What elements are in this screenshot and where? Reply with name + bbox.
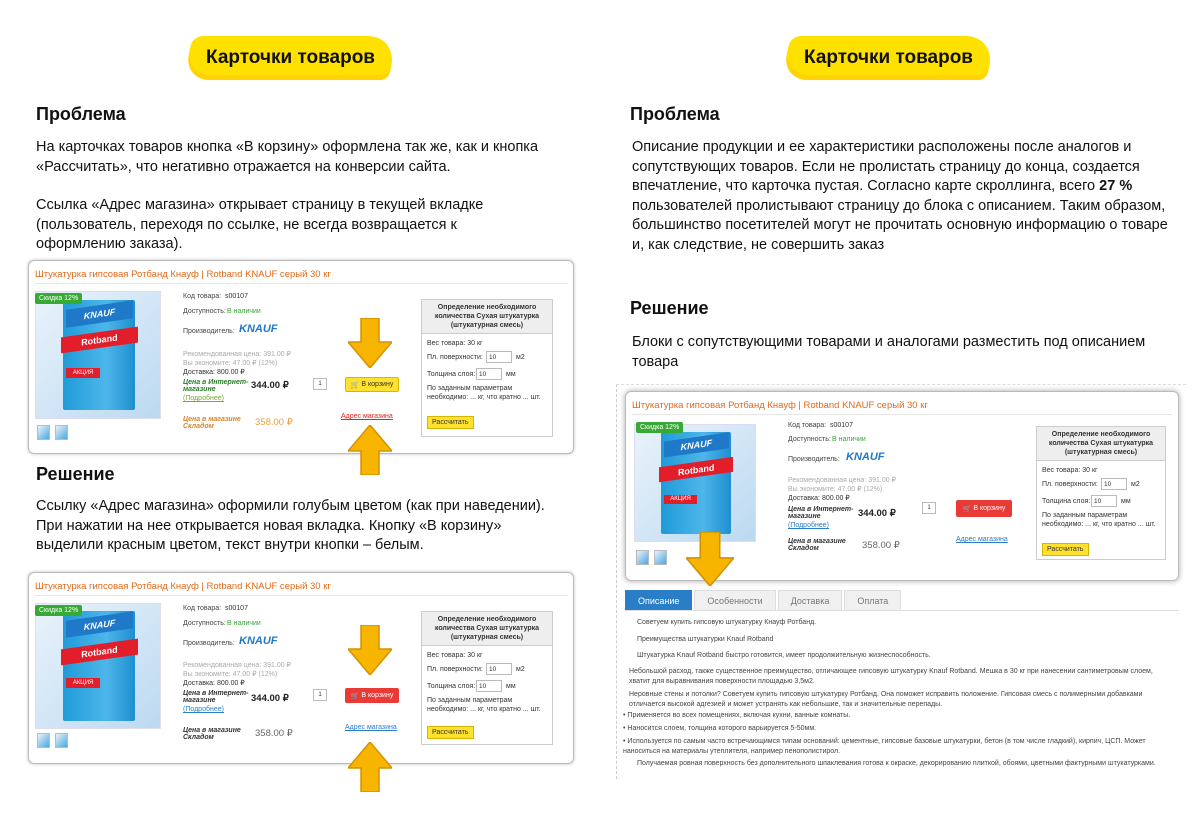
card-title[interactable]: Штукатурка гипсовая Ротбанд Кнауф | Rotband KNAUF серый 30 кг [35, 269, 331, 280]
product-card-before: Штукатурка гипсовая Ротбанд Кнауф | Rotband KNAUF серый 30 кг KNAUF Rotband АКЦИЯ Скидка 12% Код товара: s00107 Доступность: В наличии Производитель: KNAUF Рекомендованная цена: 391.00 ₽ Вы экономите: 47.00 ₽ (12%) Доставка: 800.00 ₽ Цена в Интернет-магазине (Подробнее) 344.00 ₽ 1 🛒 В корзину Цена в магазине Складом 358.00 ₽ Адрес магазина Определение необходимого количества Сухая штукатурка (штукатурная смесь) Вес товара: 30 кг Пл. поверхности: 10 м2 Толщина слоя: 10 мм По заданным параметрам необходимо: ... кг, что кратно ... шт. Рассчитать [28, 260, 574, 454]
right-problem-text: Описание продукции и ее характеристики расположены после аналогов и сопутствующих товаров. Если не пролистать страницу до конца, создается впечатление, что карточка пустая. Согласно карте скроллинга, всего 27 % пользователей пролистывают страницу до блока с описанием. Таким образом, большинство посетителей могут не прочитать основную информацию о товаре и, как следствие, не совершить заказ [632, 139, 1168, 253]
store-address-link[interactable]: Адрес магазина [345, 724, 397, 731]
product-card-right: Штукатурка гипсовая Ротбанд Кнауф | Rotband KNAUF серый 30 кг KNAUF Rotband АКЦИЯ Скидка 12% Код товара: s00107 Доступность: В наличии Производитель: KNAUF Рекомендованная цена: 391.00 ₽ Вы экономите: 47.00 ₽ (12%) Доставка: 800.00 ₽ Цена в Интернет-магазине (Подробнее) 344.00 ₽ 1 🛒 В корзину Цена в магазине Складом 358.00 ₽ Адрес магазина Определение необходимого количества Сухая штукатурка (штукатурная смесь) Вес товара: 30 кг Пл. поверхности: 10 м2 Толщина слоя: 10 мм По заданным параметрам необходимо: ... кг, что кратно ... шт. Рассчитать [625, 391, 1179, 581]
tab-delivery[interactable]: Доставка [778, 590, 843, 611]
card-title[interactable]: Штукатурка гипсовая Ротбанд Кнауф | Rotband KNAUF серый 30 кг [35, 581, 331, 592]
tab-description[interactable]: Описание [625, 590, 692, 611]
online-price: 344.00 ₽ [858, 508, 896, 519]
maker-logo[interactable]: KNAUF [239, 323, 278, 335]
calculate-button[interactable]: Рассчитать [427, 416, 474, 429]
cart-icon: 🛒 [350, 381, 360, 389]
description-bullet: • Используется по самым часто встречающимся типам оснований: цементные, гипсовые базовые штукатурки, бетон (в том числе гладкий), кирпич, ЦСП. Может наноситься на материалы утеплителя, например пенополистирол. [623, 738, 1146, 755]
discount-badge: Скидка 12% [35, 605, 82, 616]
area-input[interactable]: 10 [486, 351, 512, 363]
right-banner [786, 36, 991, 80]
description-bullet: • Применяется во всех помещениях, включая кухни, ванные комнаты. [623, 712, 851, 719]
discount-badge: Скидка 12% [35, 293, 82, 304]
description-line: Небольшой расход, также существенное преимущество, отличающее гипсовую штукатурку Knauf Rotband. Мешка в 30 кг при нанесении сантиметровым слоем, хватит для выравнивания поверхности площадью 3,5м2. [629, 668, 1153, 685]
online-price: 344.00 ₽ [251, 693, 289, 704]
quantity-calculator: Определение необходимого количества Сухая штукатурка (штукатурная смесь) Вес товара: 30 кг Пл. поверхности: 10 м2 Толщина слоя: 10 мм По заданным параметрам необходимо: ... кг, что кратно ... шт. Рассчитать [1036, 426, 1166, 560]
quantity-input[interactable]: 1 [313, 689, 327, 701]
product-image[interactable]: KNAUF Rotband АКЦИЯ [634, 424, 756, 542]
thickness-input[interactable]: 10 [476, 680, 502, 692]
quantity-calculator: Определение необходимого количества Сухая штукатурка (штукатурная смесь) Вес товара: 30 кг Пл. поверхности: 10 м2 Толщина слоя: 10 мм По заданным параметрам необходимо: ... кг, что кратно ... шт. Рассчитать [421, 611, 553, 745]
cart-icon: 🛒 [350, 692, 360, 700]
thumbnail-1[interactable] [37, 425, 50, 440]
description-line: Получаемая ровная поверхность без дополнительного шпаклевания готова к окраске, декорированию плиткой, обоями, цветными фактурными штукатурками. [637, 760, 1156, 767]
store-address-link[interactable]: Адрес магазина [956, 536, 1008, 543]
add-to-cart-button[interactable]: 🛒 В корзину [345, 688, 399, 703]
discount-badge: Скидка 12% [636, 422, 683, 433]
thickness-input[interactable]: 10 [476, 368, 502, 380]
arrow-down-icon [686, 532, 734, 586]
online-price: 344.00 ₽ [251, 380, 289, 391]
calculate-button[interactable]: Рассчитать [1042, 543, 1089, 556]
right-problem-heading: Проблема [630, 104, 720, 124]
left-problem-heading: Проблема [36, 104, 126, 124]
product-image[interactable]: KNAUF Rotband АКЦИЯ [35, 291, 161, 419]
quantity-input[interactable]: 1 [313, 378, 327, 390]
card-title[interactable]: Штукатурка гипсовая Ротбанд Кнауф | Rotband KNAUF серый 30 кг [632, 400, 928, 411]
cart-icon: 🛒 [962, 505, 972, 513]
description-line: Советуем купить гипсовую штукатурку Кнауф Ротбанд. [637, 619, 817, 626]
arrow-down-icon [348, 625, 392, 675]
product-card-after: Штукатурка гипсовая Ротбанд Кнауф | Rotband KNAUF серый 30 кг KNAUF Rotband АКЦИЯ Скидка 12% Код товара: s00107 Доступность: В наличии Производитель: KNAUF Рекомендованная цена: 391.00 ₽ Вы экономите: 47.00 ₽ (12%) Доставка: 800.00 ₽ Цена в Интернет-магазине (Подробнее) 344.00 ₽ 1 🛒 В корзину Цена в магазине Складом 358.00 ₽ Адрес магазина Определение необходимого количества Сухая штукатурка (штукатурная смесь) Вес товара: 30 кг Пл. поверхности: 10 м2 Толщина слоя: 10 мм По заданным параметрам необходимо: ... кг, что кратно ... шт. Рассчитать [28, 572, 574, 764]
left-problem-text-1: На карточках товаров кнопка «В корзину» оформлена так же, как и кнопка «Рассчитать», что негативно отражается на конверсии сайта. [36, 139, 539, 175]
description-line: Штукатурка Knauf Rotband быстро готовится, имеет продолжительную жизнеспособность. [637, 652, 931, 659]
left-banner [188, 36, 393, 80]
add-to-cart-button[interactable]: 🛒 В корзину [956, 500, 1012, 517]
add-to-cart-button[interactable]: 🛒 В корзину [345, 377, 399, 392]
product-image[interactable]: KNAUF Rotband АКЦИЯ [35, 603, 161, 729]
arrow-down-icon [348, 318, 392, 368]
store-address-link[interactable]: Адрес магазина [341, 413, 393, 420]
product-tabs [625, 590, 903, 611]
left-solution-text: Ссылку «Адрес магазина» оформили голубым цветом (как при наведении). При нажатии на нее открывается новая вкладка. Кнопку «В корзину» выделили красным цветом, текст внутри кнопки – белым. [36, 498, 545, 553]
description-line: Неровные стены и потолки? Советуем купить гипсовую штукатурку Ротбанд. Она поможет исправить положение. Гипсовая смесь с полимерными добавками отличается высокой адгезией и может устранять как небольшие, так и значительные перепады. [629, 691, 1143, 708]
thumbnail-2[interactable] [55, 733, 68, 748]
thumbnail-2[interactable] [654, 550, 667, 565]
thumbnail-1[interactable] [636, 550, 649, 565]
left-problem-text-2: Ссылка «Адрес магазина» открывает страницу в текущей вкладке (пользователь, переходя по ссылке, не всегда возвращается к оформлению заказа). [36, 197, 484, 252]
thumbnail-2[interactable] [55, 425, 68, 440]
right-banner-text: Карточки товаров [804, 47, 973, 68]
thumbnail-1[interactable] [37, 733, 50, 748]
quantity-input[interactable]: 1 [922, 502, 936, 514]
maker-logo[interactable]: KNAUF [239, 635, 278, 647]
tab-payment[interactable]: Оплата [844, 590, 901, 611]
store-price: 358.00 ₽ [255, 417, 293, 428]
quantity-calculator: Определение необходимого количества Сухая штукатурка (штукатурная смесь) Вес товара: 30 кг Пл. поверхности: 10 м2 Толщина слоя: 10 мм По заданным параметрам необходимо: ... кг, что кратно ... шт. Рассчитать [421, 299, 553, 437]
left-banner-text: Карточки товаров [206, 47, 375, 68]
arrow-up-icon [348, 425, 392, 475]
right-solution-heading: Решение [630, 298, 709, 318]
right-solution-text: Блоки с сопутствующими товарами и аналогами разместить под описанием товара [632, 334, 1146, 370]
store-price: 358.00 ₽ [255, 728, 293, 739]
area-input[interactable]: 10 [486, 663, 512, 675]
maker-logo[interactable]: KNAUF [846, 451, 885, 463]
tab-features[interactable]: Особенности [694, 590, 775, 611]
store-price: 358.00 ₽ [862, 540, 900, 551]
description-line: Преимущества штукатурки Knauf Rotband [637, 636, 774, 643]
description-bullet: • Наносится слоем, толщина которого варьируется 5-50мм. [623, 725, 817, 732]
arrow-up-icon [348, 742, 392, 792]
calculate-button[interactable]: Рассчитать [427, 726, 474, 739]
area-input[interactable]: 10 [1101, 478, 1127, 490]
left-solution-heading: Решение [36, 464, 115, 484]
thickness-input[interactable]: 10 [1091, 495, 1117, 507]
